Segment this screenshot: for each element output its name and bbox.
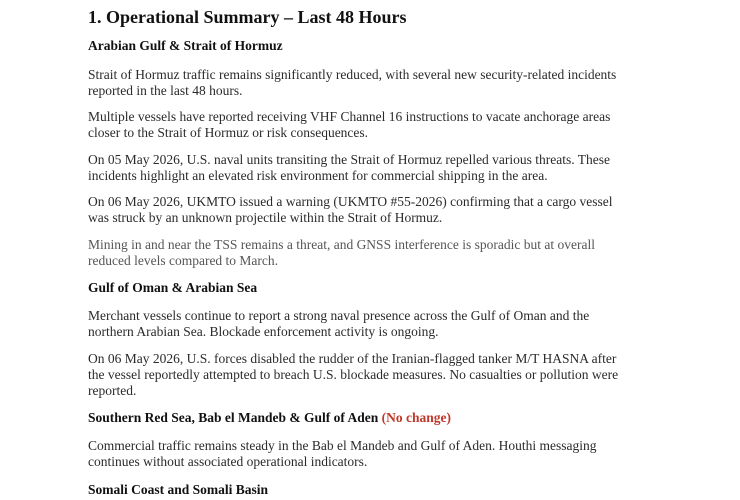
paragraph: [88, 152, 728, 184]
paragraph-line: On 06 May 2026, U.S. forces disabled the rudder of the Iranian-flagged tanker M/T HASNA after: [88, 351, 617, 366]
paragraph: [88, 438, 728, 470]
paragraph-line: reduced levels compared to March.: [88, 253, 279, 268]
section-somali-coast: [88, 482, 728, 498]
paragraph: [88, 308, 728, 340]
paragraph-line: closer to the Strait of Hormuz or risk consequences.: [88, 125, 369, 140]
paragraph-line: reported in the last 48 hours.: [88, 83, 243, 98]
document-page: [88, 0, 728, 498]
paragraph: [88, 351, 728, 399]
section-heading-text: Southern Red Sea, Bab el Mandeb & Gulf of Aden: [88, 410, 379, 425]
paragraph-line: incidents highlight an elevated risk environment for commercial shipping in the area.: [88, 168, 548, 183]
paragraph: [88, 237, 728, 269]
section-heading: [88, 410, 728, 426]
paragraph: [88, 109, 728, 141]
paragraph-line: the vessel reportedly attempted to breach U.S. blockade measures. No casualties or pollution were: [88, 367, 619, 382]
section-arabian-gulf: [88, 38, 728, 269]
paragraph-line: was struck by an unknown projectile within the Strait of Hormuz.: [88, 210, 443, 225]
paragraph-line: Mining in and near the TSS remains a threat, and GNSS interference is sporadic but at overall: [88, 237, 595, 252]
section-heading: Somali Coast and Somali Basin: [88, 482, 269, 497]
paragraph-line: continues without associated operational indicators.: [88, 454, 368, 469]
paragraph-line: Merchant vessels continue to report a strong naval presence across the Gulf of Oman and the: [88, 308, 590, 323]
section-red-sea: [88, 410, 728, 470]
document-title: 1. Operational Summary – Last 48 Hours: [88, 7, 407, 27]
paragraph-line: northern Arabian Sea. Blockade enforcement activity is ongoing.: [88, 324, 439, 339]
paragraph-line: Strait of Hormuz traffic remains significantly reduced, with several new security-related incidents: [88, 67, 617, 82]
paragraph: [88, 67, 728, 99]
section-gulf-of-oman: [88, 280, 728, 399]
status-note: (No change): [381, 410, 452, 425]
section-heading: Arabian Gulf & Strait of Hormuz: [88, 38, 283, 53]
section-heading: Gulf of Oman & Arabian Sea: [88, 280, 258, 295]
paragraph-line: Commercial traffic remains steady in the Bab el Mandeb and Gulf of Aden. Houthi messaging: [88, 438, 597, 453]
paragraph-line: On 06 May 2026, UKMTO issued a warning (UKMTO #55-2026) confirming that a cargo vessel: [88, 194, 613, 209]
paragraph-line: Multiple vessels have reported receiving VHF Channel 16 instructions to vacate anchorage areas: [88, 109, 611, 124]
paragraph: [88, 194, 728, 226]
paragraph-line: On 05 May 2026, U.S. naval units transiting the Strait of Hormuz repelled various threats. These: [88, 152, 611, 167]
paragraph-line: reported.: [88, 383, 137, 398]
